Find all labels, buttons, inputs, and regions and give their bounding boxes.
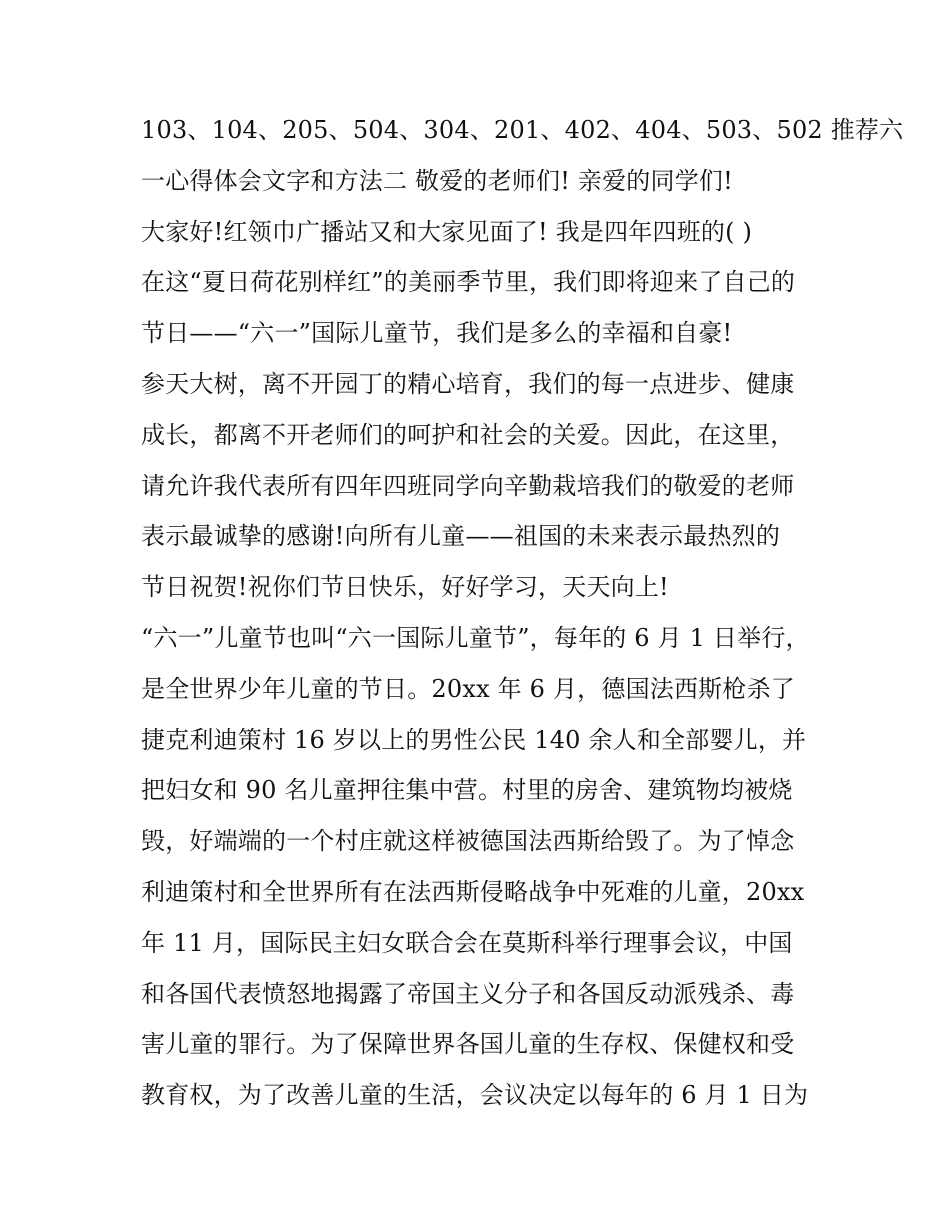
- text-line: 节日——“六一”国际儿童节，我们是多么的幸福和自豪!: [141, 319, 733, 348]
- text-line: 利迪策村和全世界所有在法西斯侵略战争中死难的儿童，20xx: [141, 877, 805, 906]
- text-line: 请允许我代表所有四年四班同学向辛勤栽培我们的敬爱的老师: [141, 471, 795, 500]
- text-line: 捷克利迪策村 16 岁以上的男性公民 140 余人和全部婴儿，并: [141, 725, 807, 754]
- text-line: 参天大树，离不开园丁的精心培育，我们的每一点进步、健康: [141, 369, 795, 398]
- text-line: 是全世界少年儿童的节日。20xx 年 6 月，德国法西斯枪杀了: [141, 674, 795, 703]
- text-line: 表示最诚挚的感谢!向所有儿童——祖国的未来表示最热烈的: [141, 522, 781, 551]
- text-line: 成长，都离不开老师们的呵护和社会的关爱。因此，在这里，: [141, 420, 795, 449]
- text-line: 一心得体会文字和方法二 敬爱的老师们! 亲爱的同学们!: [141, 166, 733, 195]
- text-line: 害儿童的罪行。为了保障世界各国儿童的生存权、保健权和受: [141, 1030, 795, 1059]
- text-line: 和各国代表愤怒地揭露了帝国主义分子和各国反动派残杀、毒: [141, 979, 795, 1008]
- text-line: 教育权，为了改善儿童的生活，会议决定以每年的 6 月 1 日为: [141, 1081, 809, 1110]
- text-line: 大家好!红领巾广播站又和大家见面了! 我是四年四班的( ): [141, 217, 753, 246]
- text-line: “六一”儿童节也叫“六一国际儿童节”，每年的 6 月 1 日举行，: [141, 623, 810, 652]
- text-line: 节日祝贺!祝你们节日快乐，好好学习，天天向上!: [141, 573, 669, 602]
- body-text: [141, 109, 904, 1125]
- text-line: 毁，好端端的一个村庄就这样被德国法西斯给毁了。为了悼念: [141, 827, 795, 856]
- text-line: 103、104、205、504、304、201、402、404、503、502 推荐六: [141, 116, 904, 144]
- text-line: 在这“夏日荷花别样红”的美丽季节里，我们即将迎来了自己的: [141, 268, 796, 297]
- text-line: 把妇女和 90 名儿童押往集中营。村里的房舍、建筑物均被烧: [141, 776, 793, 805]
- text-line: 年 11 月，国际民主妇女联合会在莫斯科举行理事会议，中国: [141, 928, 793, 957]
